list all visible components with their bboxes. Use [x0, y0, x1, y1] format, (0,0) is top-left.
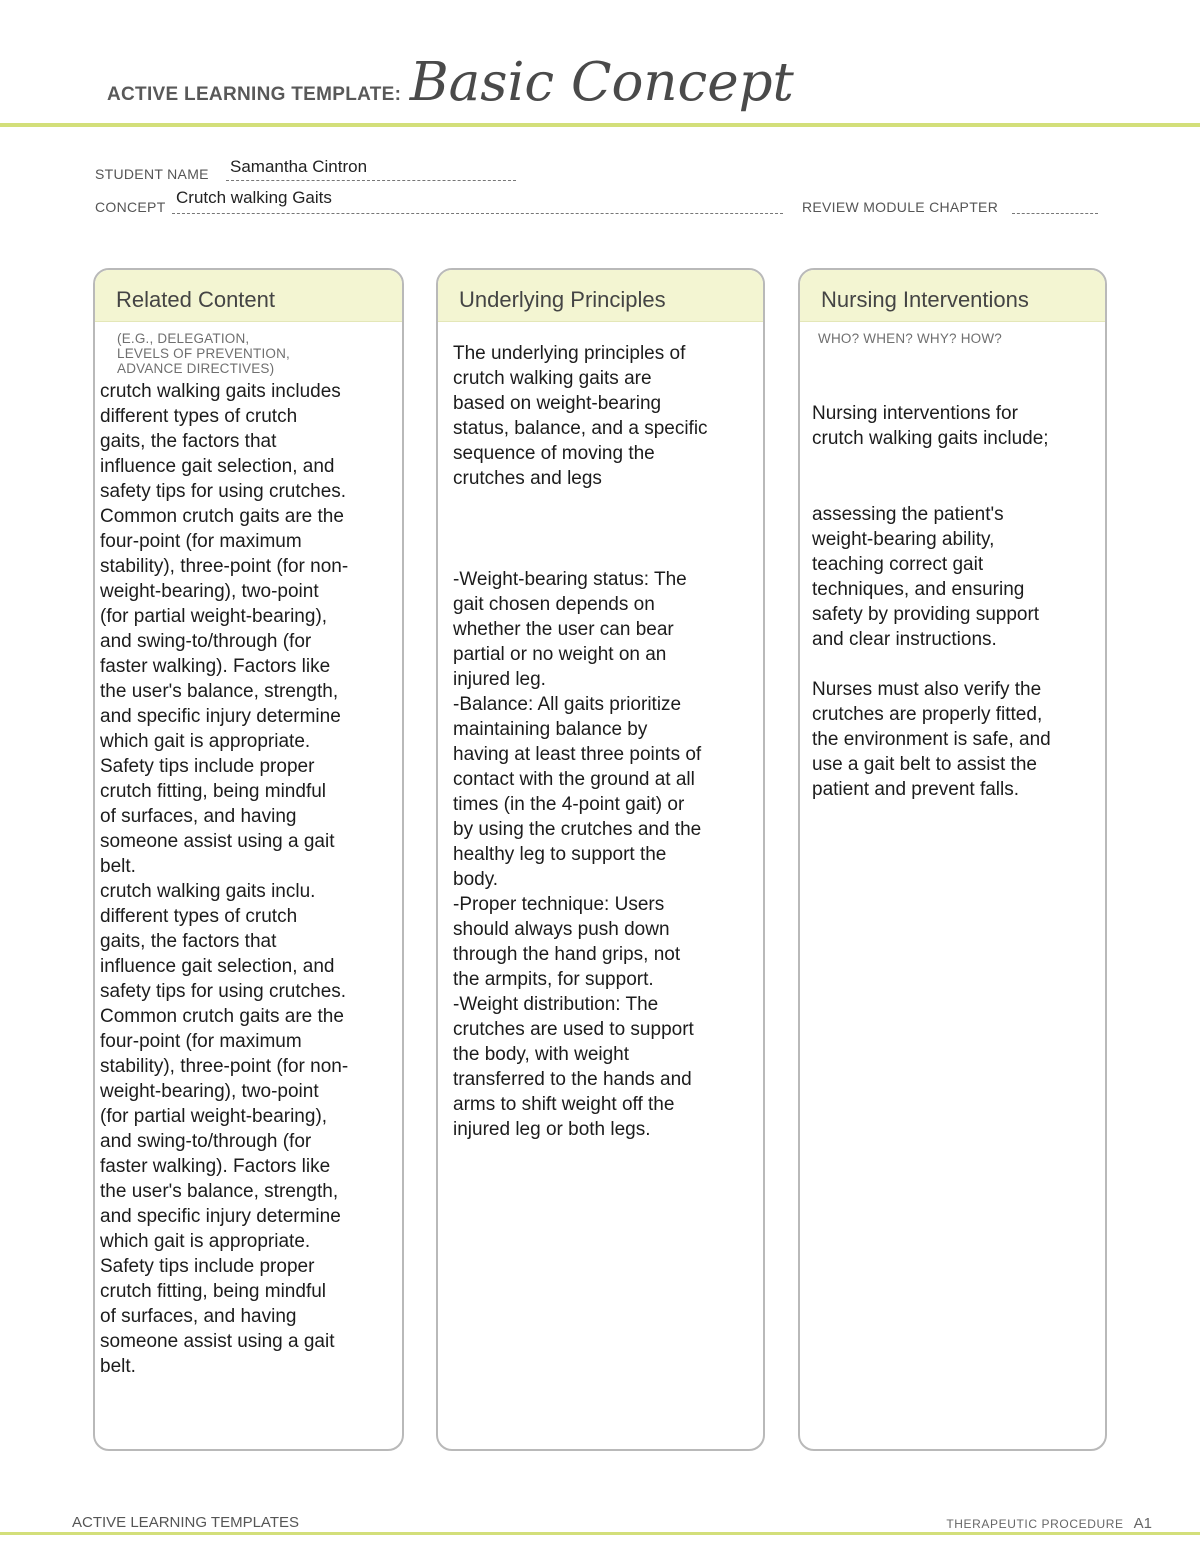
- student-name-underline: [226, 180, 516, 181]
- principles-intro-text[interactable]: The underlying principles of crutch walking gaits are based on weight-bearing status, balance, and a specific sequence of moving the crutches and legs: [453, 343, 708, 489]
- footer-page-code: A1: [1133, 1515, 1152, 1532]
- interventions-intro-text[interactable]: Nursing interventions for crutch walking gaits include;: [812, 403, 1049, 449]
- footer-section-label: THERAPEUTIC PROCEDURE: [946, 1517, 1124, 1531]
- nursing-interventions-panel: [798, 268, 1107, 1451]
- concept-field[interactable]: Crutch walking Gaits: [176, 188, 332, 207]
- related-content-text[interactable]: crutch walking gaits includes different types of crutch gaits, the factors that influence gait selection, and safety tips for using crutches. Common crutch gaits are the four-point (for maximum stability), three-point (for non- weight-bearing), two-point (for partial weight-bearing), and swing-to/through (for faster walking). Factors like the user's balance, strength, and specific injury determine which gait is appropriate. Safety tips include proper crutch fitting, being mindful of surfaces, and having someone assist using a gait belt. crutch walking gaits inclu. different types of crutch gaits, the factors that influence gait selection, and safety tips for using crutches. Common crutch gaits are the four-point (for maximum stability), three-point (for non- weight-bearing), two-point (for partial weight-bearing), and swing-to/through (for faster walking). Factors like the user's balance, strength, and specific injury determine which gait is appropriate. Safety tips include proper crutch fitting, being mindful of surfaces, and having someone assist using a gait belt.: [100, 381, 349, 1377]
- template-label: ACTIVE LEARNING TEMPLATE:: [107, 84, 402, 105]
- student-name-field[interactable]: Samantha Cintron: [230, 157, 368, 176]
- footer-divider: [0, 1532, 1200, 1535]
- student-name-label: STUDENT NAME: [95, 166, 209, 182]
- header-divider: [0, 123, 1200, 127]
- nursing-interventions-hint: WHO? WHEN? WHY? HOW?: [818, 331, 1003, 346]
- related-content-panel: [93, 268, 404, 1451]
- page-title: Basic Concept: [409, 52, 794, 113]
- footer-left-label: ACTIVE LEARNING TEMPLATES: [72, 1514, 299, 1531]
- concept-underline: [172, 213, 783, 214]
- interventions-detail-text[interactable]: assessing the patient's weight-bearing ability, teaching correct gait techniques, and ensuring safety by providing support and clear instructions.: [812, 504, 1040, 650]
- underlying-principles-panel: [436, 268, 765, 1451]
- review-module-label: REVIEW MODULE CHAPTER: [802, 199, 999, 215]
- nursing-interventions-heading: Nursing Interventions: [800, 270, 1105, 322]
- interventions-extra-text[interactable]: Nurses must also verify the crutches are properly fitted, the environment is safe, and use a gait belt to assist the patient and prevent falls.: [812, 679, 1051, 800]
- footer-right: [946, 1515, 1152, 1532]
- principles-detail-text[interactable]: -Weight-bearing status: The gait chosen depends on whether the user can bear partial or no weight on an injured leg. -Balance: All gaits prioritize maintaining balance by having at least three points of contact with the ground at all times (in the 4-point gait) or by using the crutches and the healthy leg to support the body. -Proper technique: Users should always push down through the hand grips, not the armpits, for support. -Weight distribution: The crutches are used to support the body, with weight transferred to the hands and arms to shift weight off the injured leg or both legs.: [453, 569, 702, 1140]
- template-header: [107, 52, 794, 113]
- review-module-underline: [1012, 213, 1098, 214]
- concept-label: CONCEPT: [95, 199, 166, 215]
- underlying-principles-heading: Underlying Principles: [438, 270, 763, 322]
- related-content-hint: (E.G., DELEGATION, LEVELS OF PREVENTION, ADVANCE DIRECTIVES): [117, 331, 290, 376]
- related-content-heading: Related Content: [95, 270, 402, 322]
